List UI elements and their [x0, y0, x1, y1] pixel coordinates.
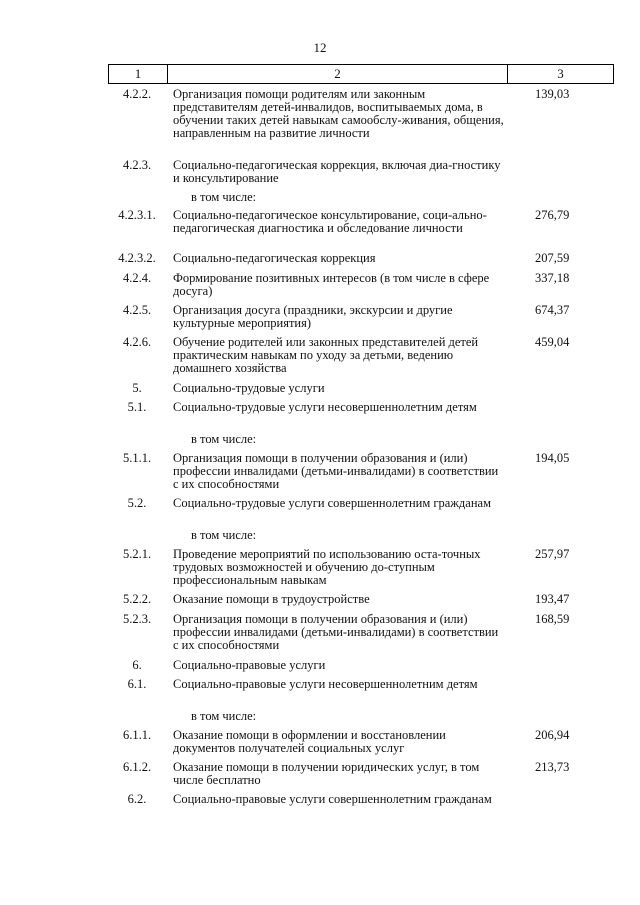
row-description: Социально-педагогическая коррекция	[173, 251, 376, 265]
row-number: 5.2.3.	[122, 612, 152, 626]
row-value: 193,47	[535, 592, 570, 606]
row-value	[505, 678, 614, 710]
table-row	[108, 452, 614, 497]
row-number: 6.1.2.	[122, 760, 152, 774]
row-description: Обучение родителей или законных представителей детей практическим навыкам по уходу за детьми, ведению домашнего хозяйства	[173, 335, 479, 375]
row-description: в том числе:	[191, 709, 257, 723]
table-row	[108, 336, 614, 382]
column-header-1: 1	[109, 65, 168, 83]
row-number: 6.1.1.	[122, 728, 152, 742]
row-value	[505, 382, 614, 401]
table-row	[108, 613, 614, 659]
row-number: 5.2.	[127, 496, 147, 510]
row-description: Оказание помощи в оформлении и восстановлении документов получателей социальных услуг	[173, 728, 446, 755]
row-value: 206,94	[535, 728, 570, 742]
row-value: 139,03	[535, 87, 570, 101]
row-description: Организация помощи родителям или законным представителям детей-инвалидов, воспитываемых дома, в обучении таких детей навыкам самообслу-живания, общения, направленным на развитие личности	[173, 87, 504, 140]
row-description: Оказание помощи в трудоустройстве	[173, 592, 370, 606]
row-description: Организация помощи в получении образования и (или) профессии инвалидами (детьми-инвалидами) в соответствии с их способностями	[173, 612, 499, 652]
row-value	[505, 793, 614, 825]
row-description: Социально-трудовые услуги совершеннолетним гражданам	[173, 496, 491, 510]
row-value: 207,59	[535, 251, 570, 265]
row-number: 4.2.4.	[122, 271, 152, 285]
row-number: 6.1.	[127, 677, 147, 691]
row-description: Социально-правовые услуги несовершеннолетним детям	[173, 677, 478, 691]
table-row	[108, 433, 614, 452]
row-number: 5.	[132, 381, 142, 395]
row-number: 5.1.	[127, 400, 147, 414]
table-row	[108, 252, 614, 272]
table-row	[108, 793, 614, 825]
table-row	[108, 678, 614, 710]
table-row	[108, 209, 614, 252]
table-row	[108, 593, 614, 613]
table-row	[108, 729, 614, 761]
table-row	[108, 191, 614, 209]
row-number	[108, 191, 166, 209]
row-number: 6.2.	[127, 792, 147, 806]
column-header-2: 2	[168, 65, 508, 83]
table-row	[108, 659, 614, 678]
row-description: в том числе:	[191, 432, 257, 446]
row-value	[505, 529, 614, 548]
row-value: 674,37	[535, 303, 570, 317]
row-value	[505, 433, 614, 452]
row-number	[108, 433, 166, 452]
row-number	[108, 710, 166, 729]
row-value: 194,05	[535, 451, 570, 465]
row-description: Формирование позитивных интересов (в том числе в сфере досуга)	[173, 271, 490, 298]
row-value	[505, 659, 614, 678]
table-row	[108, 159, 614, 191]
row-value	[505, 191, 614, 209]
table-row	[108, 382, 614, 401]
table-row	[108, 548, 614, 593]
row-value: 337,18	[535, 271, 570, 285]
row-description: Социально-правовые услуги	[173, 658, 326, 672]
row-number: 4.2.3.1.	[118, 208, 156, 222]
row-number: 6.	[132, 658, 142, 672]
row-description: Социально-трудовые услуги	[173, 381, 325, 395]
row-description: Проведение мероприятий по использованию оста-точных трудовых возможностей и обучению до-ступным профессиональным навыкам	[173, 547, 481, 587]
table-row	[108, 272, 614, 304]
row-description: Социально-педагогическое консультирование, соци-ально-педагогическая диагностика и обследование личности	[173, 208, 487, 235]
table-row	[108, 497, 614, 529]
table-row	[108, 88, 614, 159]
column-header-3: 3	[557, 66, 564, 81]
row-number: 4.2.6.	[122, 335, 152, 349]
row-value	[505, 401, 614, 433]
row-value	[505, 710, 614, 729]
row-value	[505, 497, 614, 529]
row-value	[505, 159, 614, 191]
row-description: Организация помощи в получении образования и (или) профессии инвалидами (детьми-инвалидами) в соответствии с их способностями	[173, 451, 499, 491]
row-number: 5.1.1.	[122, 451, 152, 465]
row-description: в том числе:	[191, 528, 257, 542]
row-value: 276,79	[535, 208, 570, 222]
table-row	[108, 710, 614, 729]
table-row	[108, 529, 614, 548]
row-description: Социально-трудовые услуги несовершеннолетним детям	[173, 400, 477, 414]
row-value: 257,97	[535, 547, 570, 561]
row-value: 168,59	[535, 612, 570, 626]
row-description: Организация досуга (праздники, экскурсии и другие культурные мероприятия)	[173, 303, 453, 330]
table-row	[108, 761, 614, 793]
column-header	[108, 64, 614, 84]
table-row	[108, 304, 614, 336]
row-value: 213,73	[535, 760, 570, 774]
row-number: 5.2.2.	[122, 592, 152, 606]
row-number: 4.2.5.	[122, 303, 152, 317]
row-description: в том числе:	[191, 190, 257, 204]
tariff-table	[108, 88, 614, 825]
row-description: Социально-правовые услуги совершеннолетним гражданам	[173, 792, 492, 806]
row-number: 4.2.3.	[122, 158, 152, 172]
row-description: Социально-педагогическая коррекция, включая диа-гностику и консультирование	[173, 158, 501, 185]
row-description: Оказание помощи в получении юридических услуг, в том числе бесплатно	[173, 760, 480, 787]
row-number: 4.2.3.2.	[118, 251, 156, 265]
row-number	[108, 529, 166, 548]
table-row	[108, 401, 614, 433]
page-number: 12	[313, 40, 327, 55]
row-value: 459,04	[535, 335, 570, 349]
row-number: 5.2.1.	[122, 547, 152, 561]
row-number: 4.2.2.	[122, 87, 152, 101]
